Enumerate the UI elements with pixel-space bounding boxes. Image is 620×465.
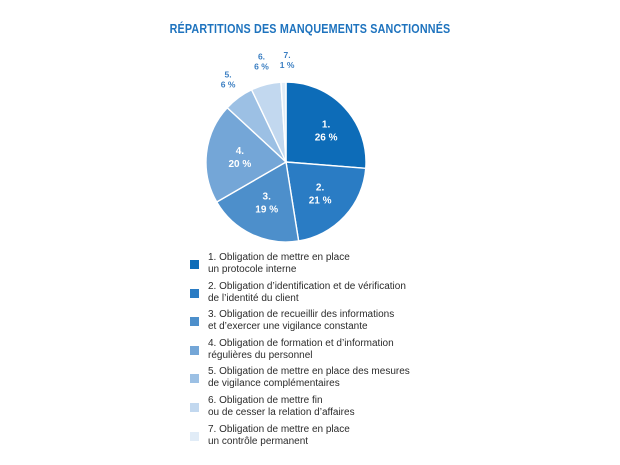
- legend-item-5: [190, 366, 610, 395]
- slice-value-label-1: 26 %: [314, 132, 338, 144]
- slice-number-label-6: 6.: [257, 51, 266, 62]
- legend-item-2: [190, 281, 610, 310]
- legend-label-line: 7. Obligation de mettre en place: [208, 423, 350, 435]
- legend-item-7: [190, 424, 610, 453]
- legend-label-7: [208, 424, 350, 448]
- legend-item-4: [190, 338, 610, 367]
- legend-label-line: 4. Obligation de formation et d’information: [208, 337, 394, 349]
- legend-label-line: 1. Obligation de mettre en place: [208, 252, 350, 263]
- legend-swatch-1: [190, 260, 199, 269]
- legend-label-line: 5. Obligation de mettre en place des mesures: [208, 366, 410, 378]
- slice-value-label-5: 6 %: [220, 79, 236, 90]
- legend-label-line: un protocole interne: [208, 264, 297, 275]
- legend-swatch-2: [190, 289, 199, 298]
- slice-value-label-6: 6 %: [254, 61, 269, 72]
- slice-number-label-4: 4.: [235, 145, 245, 157]
- legend-swatch-3: [190, 317, 199, 326]
- legend-label-5: [208, 366, 410, 390]
- slice-value-label-7: 1 %: [279, 60, 295, 70]
- legend-label-line: régulières du personnel: [208, 349, 313, 361]
- legend-label-line: de l’identité du client: [208, 292, 299, 304]
- legend-swatch-5: [190, 374, 199, 383]
- legend-swatch-6: [190, 403, 199, 412]
- legend-label-line: et d’exercer une vigilance constante: [208, 321, 368, 333]
- legend-label-6: [208, 395, 355, 419]
- legend-label-line: un contrôle permanent: [208, 435, 309, 447]
- legend-label-line: de vigilance complémentaires: [208, 378, 340, 390]
- slice-number-label-7: 7.: [283, 50, 291, 60]
- slice-number-label-1: 1.: [321, 119, 331, 131]
- legend-label-2: [208, 281, 406, 305]
- legend-label-1: [208, 252, 350, 276]
- slice-value-label-2: 21 %: [308, 195, 332, 207]
- legend-label-line: 6. Obligation de mettre fin: [208, 394, 323, 406]
- slice-number-label-2: 2.: [315, 182, 325, 194]
- legend-item-3: [190, 309, 610, 338]
- legend-label-4: [208, 338, 394, 362]
- legend-item-1: [190, 252, 610, 281]
- legend-label-line: 2. Obligation d’identification et de vérification: [208, 280, 406, 292]
- legend: [190, 252, 610, 452]
- legend-label-line: ou de cesser la relation d’affaires: [208, 406, 355, 418]
- slice-number-label-3: 3.: [262, 191, 271, 203]
- chart-title: RÉPARTITIONS DES MANQUEMENTS SANCTIONNÉS: [169, 22, 451, 36]
- legend-item-6: [190, 395, 610, 424]
- slice-value-label-4: 20 %: [228, 158, 252, 170]
- legend-swatch-4: [190, 346, 199, 355]
- slice-number-label-5: 5.: [224, 69, 232, 80]
- slice-value-label-3: 19 %: [255, 204, 279, 216]
- legend-label-line: 3. Obligation de recueillir des informations: [208, 309, 395, 321]
- legend-label-3: [208, 309, 394, 333]
- legend-swatch-7: [190, 432, 199, 441]
